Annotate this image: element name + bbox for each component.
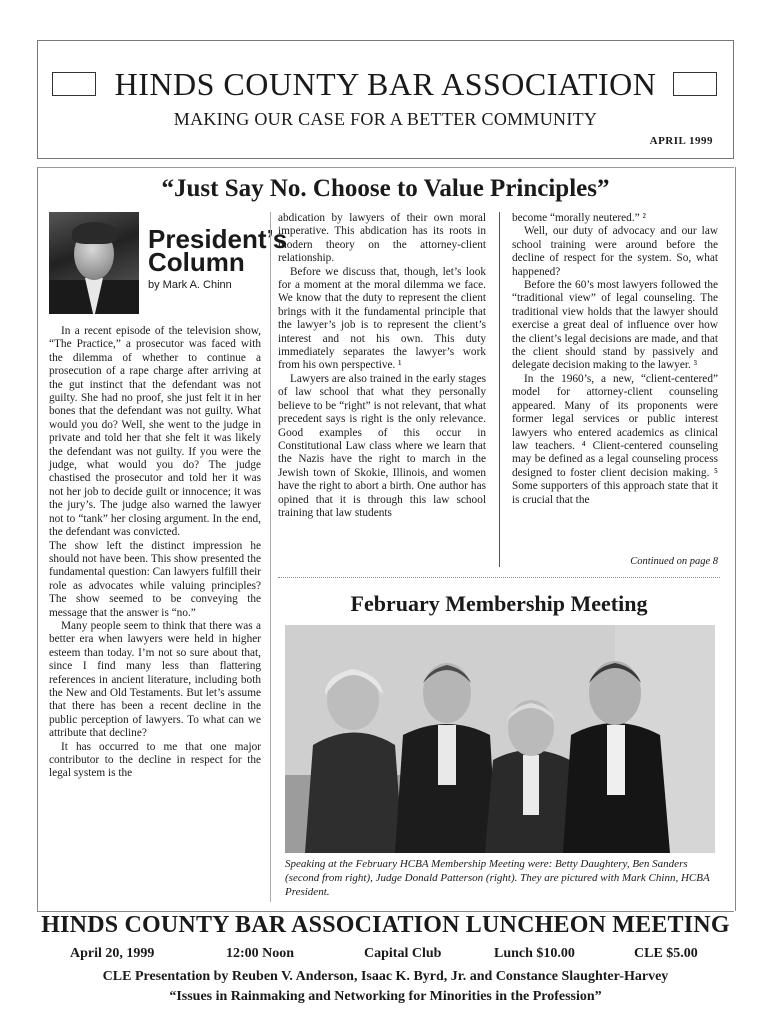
meeting-photo: [285, 625, 715, 853]
newsletter-subtitle: MAKING OUR CASE FOR A BETTER COMMUNITY: [173, 109, 598, 129]
paragraph: become “morally neutered.” ²: [512, 212, 646, 224]
paragraph: The show left the distinct impression he should not have been. This show presented the fundamental question: Can lawyers fulfill their role as advocates while valuing principles? The show seemed to be conveying the message that the answer is “no.”: [49, 539, 261, 619]
column-title-line2: Column: [148, 247, 245, 277]
newsletter-title: HINDS COUNTY BAR ASSOCIATION: [114, 66, 657, 102]
cle-topic: “Issues in Rainmaking and Networking for Minorities in the Profession”: [169, 989, 602, 1004]
luncheon-date: April 20, 1999: [70, 946, 155, 961]
article-column-3: [512, 212, 718, 507]
column-divider: [499, 212, 500, 567]
cle-presenters: CLE Presentation by Reuben V. Anderson, Isaac K. Byrd, Jr. and Constance Slaughter-Harvey: [102, 969, 669, 984]
column-byline: by Mark A. Chinn: [148, 279, 232, 291]
luncheon-place: Capital Club: [364, 946, 442, 961]
continued-link[interactable]: Continued on page 8: [630, 556, 718, 567]
column-title: [148, 224, 288, 277]
paragraph: Before the 60’s most lawyers followed the “traditional view” of legal counseling. The traditional view holds that the lawyer should exercise a great deal of influence over how the client’s legal decisions are made, and that the client should stand by passively and delegate decision making to the lawyer. ³: [512, 279, 718, 372]
article-headline: “Just Say No. Choose to Value Principles”: [161, 175, 610, 202]
paragraph: In a recent episode of the television show, “The Practice,” a prosecutor was faced with the dilemma of whether to continue a prosecution of a rape charge after arriving at the gut instinct that the defendant was not guilty. She had no proof, she just felt it in her bones that the defendant was not guilty. What would you do? Well, she went to the judge in private and told her that she felt it was likely the defendant was not guilty. If you were the judge, what would you do? The judge chastised the prosecutor and told her it was not her job to decide guilt or innocence; it was the jury’s. The judge also warned the lawyer not to “tank” her closing argument. In the end, the defendant was convicted.: [49, 325, 261, 539]
luncheon-time: 12:00 Noon: [226, 946, 295, 961]
column-title-line1: President’s: [148, 224, 288, 254]
section-separator: [278, 577, 720, 578]
paragraph: Many people seem to think that there was a better era when lawyers were held in higher esteem than today. I’m not so sure about that, since I find many less than flattering references in ancient literature, including both the New and Old Testaments. But let’s assume that there has been a recent decline in the public perception of lawyers. To what can we attribute that decline?: [49, 619, 261, 740]
masthead-rule: [37, 158, 734, 159]
luncheon-heading: HINDS COUNTY BAR ASSOCIATION LUNCHEON MEETING: [41, 912, 730, 938]
cle-price: CLE $5.00: [634, 946, 698, 961]
paragraph: Before we discuss that, though, let’s look for a moment at the moral dilemma we face. We know that the duty to represent the client brings with it the fundamental principle that the lawyer’s job is to represent the client’s interest and not his own. This duty immediately separates the lawyer’s work from his own perspective. ¹: [278, 265, 486, 372]
issue-date: APRIL 1999: [649, 135, 713, 147]
luncheon-price: Lunch $10.00: [494, 946, 575, 961]
paragraph: Well, our duty of advocacy and our law school training were around before the decline of respect for the system. So, what happened?: [512, 225, 718, 278]
paragraph: Lawyers are also trained in the early stages of law school that what they personally believe to be “right” is not relevant, that what precedent says is right is the only relevance. Good examples of this occur in Constitutional Law class where we learn that the Nazis have the right to march in the Jewish town of Skokie, Illinois, and women have the right to abort a birth. One author has opined that it is through this law school training that law students: [278, 372, 486, 519]
president-portrait: [49, 212, 139, 314]
paragraph: abdication by lawyers of their own moral imperative. This abdication has its roots in modern theory on the attorney-client relationship.: [278, 212, 486, 265]
paragraph: In the 1960’s, a new, “client-centered” model for attorney-client counseling appeared. Many of its proponents were former legal services or public interest lawyers who entered academics as clinical law teachers. ⁴ Client-centered counseling may be defined as a legal counseling process designed to foster client decision making. ⁵ Some supporters of this approach state that it is crucial that the: [512, 372, 718, 506]
article-column-1: [49, 325, 261, 781]
photo-caption: Speaking at the February HCBA Membership Meeting were: Betty Daughtery, Ben Sanders (second from right), Judge Donald Patterson (right). They are pictured with Mark Chinn, HCBA President.: [285, 858, 710, 898]
column-divider: [270, 212, 271, 902]
meeting-heading: February Membership Meeting: [350, 591, 648, 616]
article-column-2: [278, 212, 486, 520]
masthead: [37, 40, 734, 158]
paragraph: It has occurred to me that one major contributor to the decline in respect for the legal system is the: [49, 740, 261, 780]
